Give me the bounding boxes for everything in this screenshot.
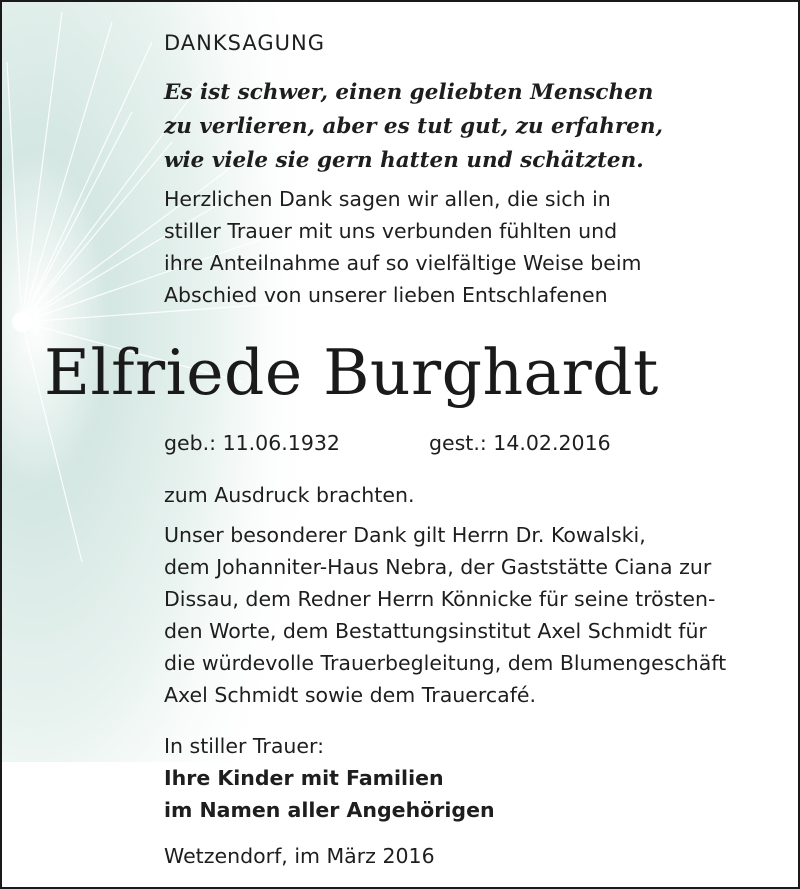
closing-intro: zum Ausdruck brachten. (164, 483, 415, 507)
deceased-name: Elfriede Burghardt (44, 336, 659, 409)
thanks-line: Unser besonderer Dank gilt Herrn Dr. Kowalski, (164, 523, 646, 547)
notice-heading: DANKSAGUNG (164, 31, 325, 55)
thanks-line: den Worte, dem Bestattungsinstitut Axel Schmidt für (164, 619, 707, 643)
thanks-line: Dissau, dem Redner Herrn Könnicke für seine trösten- (164, 587, 716, 611)
signature-intro: In stiller Trauer: (164, 734, 324, 758)
quote (164, 76, 784, 178)
thanks-line: die würdevolle Trauerbegleitung, dem Blumengeschäft (164, 651, 727, 675)
intro-line: ihre Anteilnahme auf so vielfältige Weise beim (164, 251, 642, 275)
life-dates (164, 427, 611, 459)
signature-line: im Namen aller Angehörigen (164, 798, 495, 822)
death-date: gest.: 14.02.2016 (429, 431, 611, 455)
place-date: Wetzendorf, im März 2016 (164, 844, 435, 868)
intro-line: Herzlichen Dank sagen wir allen, die sich in (164, 187, 611, 211)
birth-date: geb.: 11.06.1932 (164, 431, 340, 455)
thanks-line: dem Johanniter-Haus Nebra, der Gaststätte Ciana zur (164, 555, 712, 579)
signature-block (164, 730, 789, 826)
quote-line: wie viele sie gern hatten und schätzten. (164, 148, 644, 173)
intro-paragraph (164, 183, 789, 311)
quote-line: Es ist schwer, einen geliebten Menschen (164, 80, 654, 105)
signature-line: Ihre Kinder mit Familien (164, 766, 444, 790)
thanks-line: Axel Schmidt sowie dem Trauercafé. (164, 683, 537, 707)
quote-line: zu verlieren, aber es tut gut, zu erfahren, (164, 114, 663, 139)
thanks-paragraph (164, 519, 789, 711)
intro-line: stiller Trauer mit uns verbunden fühlten und (164, 219, 618, 243)
intro-line: Abschied von unserer lieben Entschlafenen (164, 283, 608, 307)
